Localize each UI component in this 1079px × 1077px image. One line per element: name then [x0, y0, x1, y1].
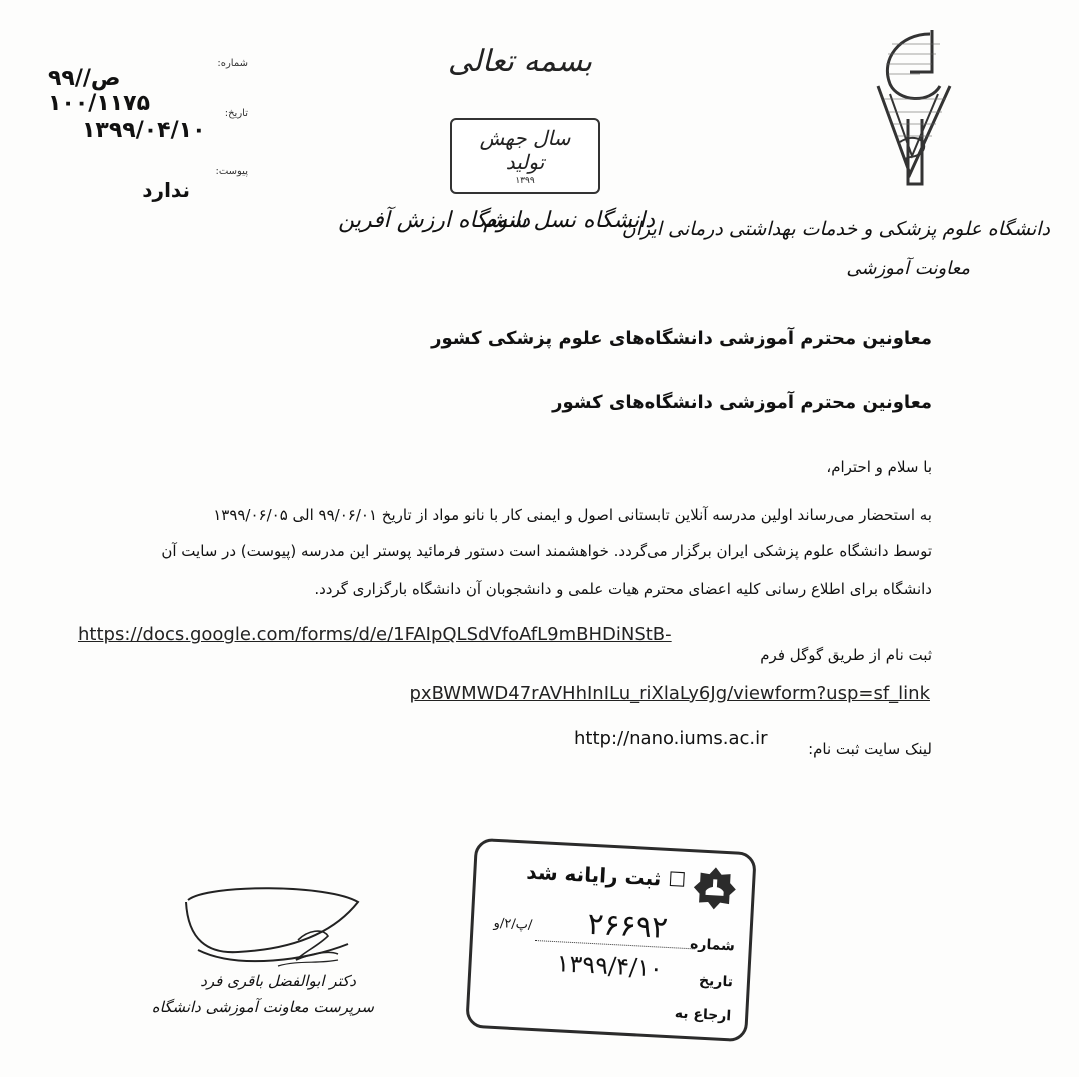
stamp-refer-label: ارجاع به — [674, 1005, 732, 1025]
signatory-title: سرپرست معاونت آموزشی دانشگاه — [151, 998, 374, 1016]
motto-value-creating: دانشگاه ارزش آفرین — [338, 208, 530, 233]
university-logo-icon — [860, 24, 970, 194]
google-form-label: ثبت نام از طریق گوگل فرم — [760, 646, 932, 664]
google-form-link-line-2[interactable]: pxBWMWD47rAVHhInILu_riXlaLy6Jg/viewform?usp=sf_link — [409, 683, 930, 704]
body-line-3: دانشگاه برای اطلاع رسانی کلیه اعضای محترم هیات علمی و دانشجوبان آن دانشگاه بارگزاری گردد. — [314, 580, 932, 598]
stamp-title: ثبت رایانه شد — [525, 859, 663, 891]
motto-third-generation: دانشگاه نسل سوم — [483, 208, 655, 233]
stamp-date-value: ۱۳۹۹/۴/۱۰ — [555, 949, 664, 983]
university-name: دانشگاه علوم پزشکی و خدمات بهداشتی درمانی ایران — [621, 218, 1050, 240]
attachment-value: ندارد — [142, 178, 190, 202]
slogan-box — [450, 118, 600, 194]
stamp-checkbox-icon: ☐ — [660, 866, 687, 892]
recipient-medical-universities: معاونین محترم آموزشی دانشگاه‌های علوم پزشکی کشور — [431, 328, 932, 349]
university-department: معاونت آموزشی — [846, 258, 970, 279]
slogan-badge — [450, 118, 600, 194]
bismillah-calligraphy: بسمه تعالی — [447, 44, 593, 79]
body-line-2: توسط دانشگاه علوم پزشکی ایران برگزار می‌گردد. خواهشمند است دستور فرمائید پوستر این مدرسه (پیوست) در سایت آن — [161, 542, 932, 560]
greeting: با سلام و احترام، — [826, 458, 932, 476]
registration-stamp — [465, 838, 757, 1042]
date-label: تاریخ: — [224, 108, 248, 119]
registration-site-label: لینک سایت ثبت نام: — [808, 740, 932, 758]
number-label: شماره: — [217, 58, 248, 69]
stamp-title-row — [486, 857, 687, 891]
letter-date: ۱۳۹۹/۰۴/۱۰ — [82, 118, 206, 143]
stamp-number-value: ۲۶۶۹۲ — [586, 906, 669, 946]
stamp-number-suffix: پ/۲/و/ — [493, 915, 533, 933]
slogan-text: سال جهش تولید — [479, 126, 571, 174]
stamp-emblem-icon — [691, 864, 739, 912]
registration-site-url[interactable]: http://nano.iums.ac.ir — [574, 728, 768, 749]
attachment-label: پیوست: — [215, 166, 248, 177]
slogan-year: ۱۳۹۹ — [515, 176, 535, 186]
letter-number: ۹۹/ص/۱۰۰/۱۱۷۵ — [48, 66, 151, 116]
body-line-1: به استحضار می‌رساند اولین مدرسه آنلاین تابستانی اصول و ایمنی کار با نانو مواد از تاریخ ۹۹/۰۶/۰۱ الی ۱۳۹۹/۰۶/۰۵ — [213, 506, 932, 524]
stamp-number-label: شماره — [689, 936, 736, 955]
signatory-name: دکتر ابوالفضل باقری فرد — [200, 972, 356, 990]
stamp-date-label: تاریخ — [698, 972, 734, 991]
google-form-link-line-1[interactable]: https://docs.google.com/forms/d/e/1FAIpQLSdVfoAfL9mBHDiNStB- — [78, 624, 672, 645]
recipient-universities: معاونین محترم آموزشی دانشگاه‌های کشور — [552, 392, 932, 413]
